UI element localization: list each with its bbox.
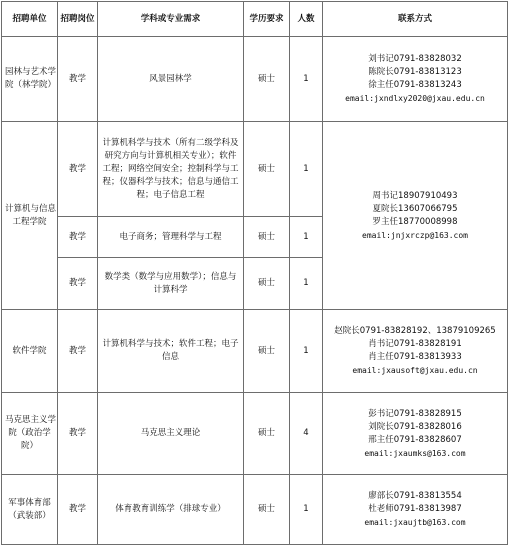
table-row: [2, 475, 508, 545]
degree-cell: 硕士: [244, 258, 290, 310]
degree-cell: 硕士: [244, 217, 290, 258]
unit-name-cell: 马克思主义学 院（政治学 院）: [2, 393, 58, 475]
count-cell: 1: [290, 37, 323, 122]
unit-name-cell: 计算机与信息 工程学院: [2, 122, 58, 310]
post-cell: 教学: [58, 217, 98, 258]
post-cell: 教学: [58, 475, 98, 545]
degree-cell: 硕士: [244, 37, 290, 122]
email-text: email:jnjxrczp@163.com: [362, 230, 468, 240]
table-row: [2, 310, 508, 393]
subject-cell: 风景园林学: [98, 37, 244, 122]
header-degree: 学历要求: [244, 2, 290, 37]
subject-cell: 数学类（数学与应用数学）；信息与 计算科学: [98, 258, 244, 310]
post-cell: 教学: [58, 258, 98, 310]
email-text: email:jxaumks@163.com: [364, 448, 466, 458]
count-cell: 1: [290, 217, 323, 258]
count-cell: 1: [290, 310, 323, 393]
subject-cell: 马克思主义理论: [98, 393, 244, 475]
contact-cell: 彭书记0791-83828915 刘院长0791-83828016 邢主任0791-83828607 email:jxaumks@163.com: [323, 393, 508, 475]
post-cell: 教学: [58, 393, 98, 475]
subject-cell: 计算机科学与技术；软件工程；电子 信息: [98, 310, 244, 393]
header-row: [2, 2, 508, 37]
table-row: [2, 122, 508, 217]
subject-cell: 计算机科学与技术（所有二级学科及 研究方向与计算机相关专业）；软件 工程；网络空间安全；控制科学与工 程；仪器科学与技术；信息与通信工 程；电子信息工程: [98, 122, 244, 217]
unit-name-cell: 软件学院: [2, 310, 58, 393]
count-cell: 1: [290, 475, 323, 545]
count-cell: 4: [290, 393, 323, 475]
contact-cell: 周书记18907910493 夏院长13607066795 罗主任18770008998 email:jnjxrczp@163.com: [323, 122, 508, 310]
contact-cell: 赵院长0791-83828192、13879109265 肖书记0791-83828191 肖主任0791-83813933 email:jxausoft@jxau.edu.cn: [323, 310, 508, 393]
contact-cell: 廖部长0791-83813554 杜老师0791-83813987 email:jxaujtb@163.com: [323, 475, 508, 545]
header-subject: 学科或专业需求: [98, 2, 244, 37]
degree-cell: 硕士: [244, 475, 290, 545]
email-text: email:jxausoft@jxau.edu.cn: [352, 366, 478, 375]
unit-name-cell: 园林与艺术学 院（林学院）: [2, 37, 58, 122]
header-post: 招聘岗位: [58, 2, 98, 37]
recruitment-table: [1, 1, 508, 545]
subject-cell: 体育教育训练学（排球专业）: [98, 475, 244, 545]
email-text: email:jxaujtb@163.com: [364, 518, 466, 527]
count-cell: 1: [290, 258, 323, 310]
degree-cell: 硕士: [244, 310, 290, 393]
unit-name-cell: 军事体育部 （武装部）: [2, 475, 58, 545]
post-cell: 教学: [58, 37, 98, 122]
header-count: 人数: [290, 2, 323, 37]
subject-cell: 电子商务；管理科学与工程: [98, 217, 244, 258]
post-cell: 教学: [58, 310, 98, 393]
email-text: email:jxndlxy2020@jxau.edu.cn: [345, 94, 485, 103]
contact-cell: 刘书记0791-83828032 陈院长0791-83813123 徐主任0791-83813243 email:jxndlxy2020@jxau.edu.cn: [323, 37, 508, 122]
post-cell: 教学: [58, 122, 98, 217]
degree-cell: 硕士: [244, 393, 290, 475]
count-cell: 1: [290, 122, 323, 217]
header-contact: 联系方式: [323, 2, 508, 37]
degree-cell: 硕士: [244, 122, 290, 217]
table-row: [2, 393, 508, 475]
header-unit: 招聘单位: [2, 2, 58, 37]
table-row: [2, 37, 508, 122]
